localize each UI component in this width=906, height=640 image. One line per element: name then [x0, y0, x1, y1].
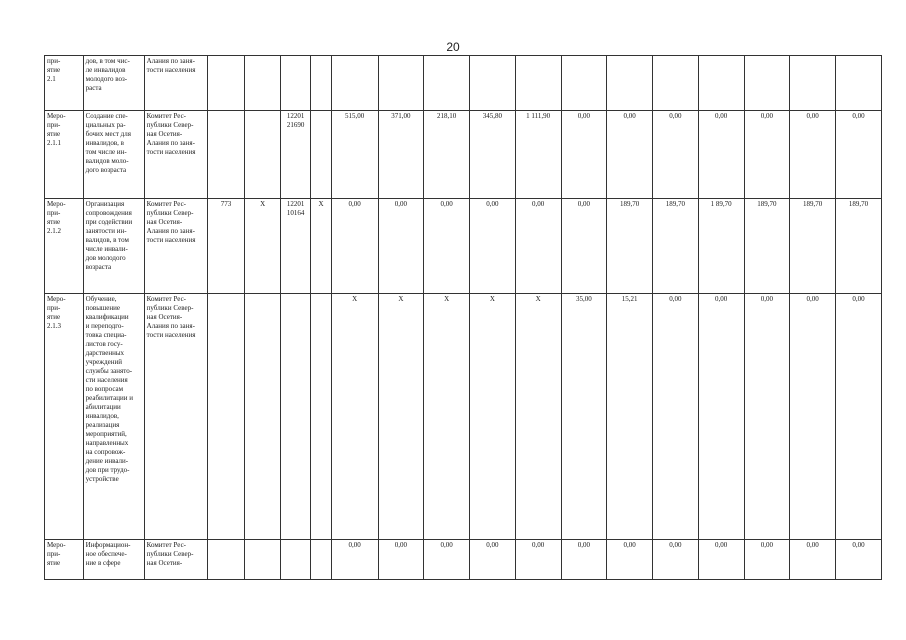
value-cell: 0,00 [790, 111, 836, 199]
value-cell: 0,00 [515, 199, 561, 294]
value-cell: 15,21 [607, 294, 653, 540]
value-cell: 189,70 [790, 199, 836, 294]
value-cell: 0,00 [836, 294, 882, 540]
value-cell: X [424, 294, 470, 540]
executor-cell: Комитет Рес- публики Север- ная Осетия- Алания по заня- тости населения [144, 111, 207, 199]
value-cell: 0,00 [561, 199, 607, 294]
csr-code-cell [280, 56, 311, 111]
value-cell: 0,00 [561, 111, 607, 199]
value-cell: 189,70 [607, 199, 653, 294]
value-cell: 345,80 [470, 111, 516, 199]
vr-code-cell [311, 294, 331, 540]
executor-cell: Комитет Рес- публики Север- ная Осетия- Алания по заня- тости населения [144, 294, 207, 540]
csr-code-cell [280, 540, 311, 580]
value-cell [515, 56, 561, 111]
value-cell: 0,00 [424, 199, 470, 294]
value-cell: 218,10 [424, 111, 470, 199]
value-cell: 1 89,70 [698, 199, 744, 294]
grbs-code-cell: 773 [207, 199, 245, 294]
vr-code-cell: X [311, 199, 331, 294]
value-cell: 0,00 [470, 199, 516, 294]
program-table [44, 55, 882, 580]
executor-cell: Комитет Рес- публики Север- ная Осетия- Алания по заня- тости населения [144, 199, 207, 294]
value-cell: 0,00 [790, 294, 836, 540]
table-row [45, 56, 882, 111]
value-cell: 0,00 [698, 540, 744, 580]
value-cell: 0,00 [698, 294, 744, 540]
value-cell: 0,00 [653, 540, 699, 580]
activity-number-cell: при- ятие 2.1 [45, 56, 84, 111]
page-number: 20 [446, 40, 460, 54]
value-cell: 189,70 [653, 199, 699, 294]
value-cell [607, 56, 653, 111]
value-cell: 0,00 [653, 111, 699, 199]
vr-code-cell [311, 540, 331, 580]
value-cell [744, 56, 790, 111]
value-cell: 0,00 [790, 540, 836, 580]
activity-number-cell: Меро- при- ятие 2.1.1 [45, 111, 84, 199]
value-cell: 0,00 [744, 111, 790, 199]
value-cell: 0,00 [378, 199, 424, 294]
value-cell: 0,00 [836, 540, 882, 580]
activity-number-cell: Меро- при- ятие 2.1.3 [45, 294, 84, 540]
activity-number-cell: Меро- при- ятие [45, 540, 84, 580]
value-cell: 189,70 [744, 199, 790, 294]
csr-code-cell: 12201 21690 [280, 111, 311, 199]
activity-description-cell: Обучение, повышение квалификации и переподго- товка специа- листов госу- дарственных учреждений службы занято- сти населения по вопросам реабилитации и абилитации инвалидов, реализация мероприятий, направленных на сопровож- дение инвали- дов при трудо- устройстве [83, 294, 144, 540]
csr-code-cell [280, 294, 311, 540]
value-cell: X [470, 294, 516, 540]
value-cell: 371,00 [378, 111, 424, 199]
value-cell [470, 56, 516, 111]
table-row [45, 199, 882, 294]
value-cell: 0,00 [515, 540, 561, 580]
value-cell [653, 56, 699, 111]
rz-code-cell [245, 540, 281, 580]
table-row [45, 294, 882, 540]
value-cell [424, 56, 470, 111]
grbs-code-cell [207, 56, 245, 111]
value-cell: 0,00 [331, 540, 378, 580]
value-cell: 189,70 [836, 199, 882, 294]
value-cell: 0,00 [331, 199, 378, 294]
value-cell: 35,00 [561, 294, 607, 540]
activity-description-cell: Информацион- ное обеспече- ние в сфере [83, 540, 144, 580]
value-cell: 0,00 [470, 540, 516, 580]
grbs-code-cell [207, 294, 245, 540]
table-row [45, 540, 882, 580]
value-cell: X [331, 294, 378, 540]
table-row [45, 111, 882, 199]
value-cell [331, 56, 378, 111]
value-cell: 0,00 [744, 294, 790, 540]
value-cell: 0,00 [424, 540, 470, 580]
value-cell [836, 56, 882, 111]
value-cell: 0,00 [744, 540, 790, 580]
table-body [45, 56, 882, 580]
rz-code-cell [245, 111, 281, 199]
rz-code-cell [245, 294, 281, 540]
rz-code-cell: X [245, 199, 281, 294]
executor-cell: Комитет Рес- публики Север- ная Осетия- [144, 540, 207, 580]
value-cell: 0,00 [836, 111, 882, 199]
rz-code-cell [245, 56, 281, 111]
vr-code-cell [311, 111, 331, 199]
vr-code-cell [311, 56, 331, 111]
value-cell: 0,00 [653, 294, 699, 540]
value-cell: 0,00 [378, 540, 424, 580]
value-cell: 1 111,90 [515, 111, 561, 199]
value-cell [698, 56, 744, 111]
value-cell [378, 56, 424, 111]
value-cell: X [378, 294, 424, 540]
activity-description-cell: Организация сопровождения при содействии занятости ин- валидов, в том числе инвали- дов молодого возраста [83, 199, 144, 294]
value-cell: 0,00 [698, 111, 744, 199]
value-cell: 0,00 [607, 540, 653, 580]
value-cell: X [515, 294, 561, 540]
executor-cell: Алания по заня- тости населения [144, 56, 207, 111]
value-cell [561, 56, 607, 111]
activity-description-cell: дов, в том чис- ле инвалидов молодого воз- раста [83, 56, 144, 111]
value-cell: 0,00 [561, 540, 607, 580]
value-cell: 515,00 [331, 111, 378, 199]
value-cell: 0,00 [607, 111, 653, 199]
value-cell [790, 56, 836, 111]
activity-description-cell: Создание спе- циальных ра- бочих мест для инвалидов, в том числе ин- валидов моло- дого возраста [83, 111, 144, 199]
grbs-code-cell [207, 540, 245, 580]
grbs-code-cell [207, 111, 245, 199]
activity-number-cell: Меро- при- ятие 2.1.2 [45, 199, 84, 294]
csr-code-cell: 12201 10164 [280, 199, 311, 294]
